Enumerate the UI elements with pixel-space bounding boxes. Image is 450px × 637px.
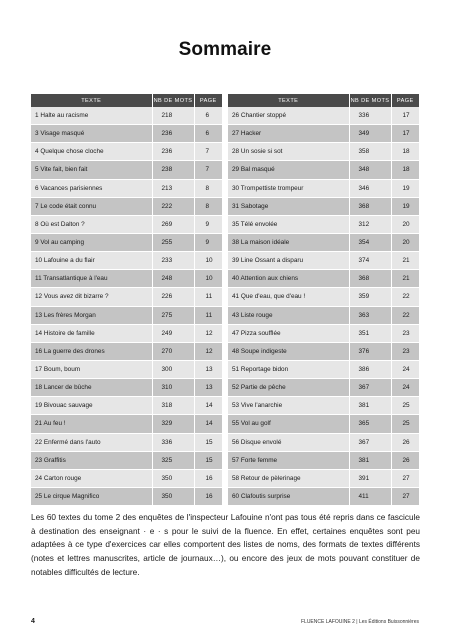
row-title: 12 Vous avez dit bizarre ? xyxy=(31,288,152,306)
row-title: 27 Hacker xyxy=(228,125,349,143)
table-row xyxy=(228,451,419,469)
row-title: 17 Boum, boum xyxy=(31,360,152,378)
row-title: 19 Bivouac sauvage xyxy=(31,397,152,415)
header-words: NB DE MOTS xyxy=(152,94,194,107)
row-title: 52 Partie de pêche xyxy=(228,379,349,397)
row-word-count: 255 xyxy=(152,233,194,251)
row-title: 10 Lafouine a du flair xyxy=(31,252,152,270)
row-page: 26 xyxy=(391,433,419,451)
table-row xyxy=(31,342,222,360)
table-row xyxy=(228,397,419,415)
intro-paragraph: Les 60 textes du tome 2 des enquêtes de l'inspecteur Lafouine n'ont pas tous été repris dans ce fascicule à destination des enseignant · e · s pour le suivi de la fluence. En effet, certaines enquêtes sont peu adaptées à ce type d'exercices car elles comportent des listes de noms, des formats de textes différents (notes et lettres manuscrites, article de journaux…), ou encore des jeux de mots pouvant constituer de notables difficultés de lecture. xyxy=(31,513,420,577)
row-word-count: 365 xyxy=(349,415,391,433)
row-title: 43 Liste rouge xyxy=(228,306,349,324)
table-row xyxy=(31,469,222,487)
row-word-count: 374 xyxy=(349,252,391,270)
row-page: 22 xyxy=(391,288,419,306)
table-row xyxy=(228,306,419,324)
row-title: 56 Disque envolé xyxy=(228,433,349,451)
table-row xyxy=(31,215,222,233)
row-title: 35 Télé envolée xyxy=(228,215,349,233)
row-word-count: 350 xyxy=(152,469,194,487)
row-title: 16 La guerre des drones xyxy=(31,342,152,360)
row-word-count: 329 xyxy=(152,415,194,433)
left-table-body xyxy=(31,107,222,506)
row-page: 25 xyxy=(391,397,419,415)
row-page: 16 xyxy=(194,487,222,505)
table-row xyxy=(228,215,419,233)
table-row xyxy=(228,324,419,342)
table-row xyxy=(228,288,419,306)
table-row xyxy=(31,270,222,288)
row-word-count: 381 xyxy=(349,397,391,415)
table-row xyxy=(31,288,222,306)
row-title: 7 Le code était connu xyxy=(31,197,152,215)
row-title: 51 Reportage bidon xyxy=(228,360,349,378)
row-page: 13 xyxy=(194,379,222,397)
table-row xyxy=(228,342,419,360)
row-word-count: 226 xyxy=(152,288,194,306)
row-page: 11 xyxy=(194,306,222,324)
table-header-row xyxy=(228,94,419,107)
row-title: 60 Clafoutis surprise xyxy=(228,487,349,505)
row-word-count: 300 xyxy=(152,360,194,378)
header-title: TEXTE xyxy=(31,94,152,107)
right-table-body xyxy=(228,107,419,506)
row-title: 55 Vol au golf xyxy=(228,415,349,433)
row-title: 9 Vol au camping xyxy=(31,233,152,251)
row-title: 31 Sabotage xyxy=(228,197,349,215)
row-title: 30 Trompettiste trompeur xyxy=(228,179,349,197)
footer-credit: FLUENCE LAFOUINE 2 | Les Éditions Buissonnières xyxy=(300,619,419,625)
table-row xyxy=(228,197,419,215)
row-word-count: 222 xyxy=(152,197,194,215)
row-page: 24 xyxy=(391,379,419,397)
table-row xyxy=(228,161,419,179)
row-page: 23 xyxy=(391,342,419,360)
row-word-count: 310 xyxy=(152,379,194,397)
table-row xyxy=(31,233,222,251)
row-word-count: 386 xyxy=(349,360,391,378)
table-row xyxy=(31,161,222,179)
row-title: 4 Quelque chose cloche xyxy=(31,143,152,161)
table-row xyxy=(228,415,419,433)
row-page: 9 xyxy=(194,233,222,251)
row-page: 24 xyxy=(391,360,419,378)
row-page: 27 xyxy=(391,469,419,487)
row-word-count: 367 xyxy=(349,433,391,451)
row-page: 27 xyxy=(391,487,419,505)
row-page: 15 xyxy=(194,451,222,469)
row-title: 21 Au feu ! xyxy=(31,415,152,433)
row-title: 48 Soupe indigeste xyxy=(228,342,349,360)
row-word-count: 270 xyxy=(152,342,194,360)
table-row xyxy=(31,125,222,143)
row-page: 15 xyxy=(194,433,222,451)
row-title: 53 Vive l'anarchie xyxy=(228,397,349,415)
header-page: PAGE xyxy=(391,94,419,107)
row-page: 12 xyxy=(194,342,222,360)
row-word-count: 236 xyxy=(152,143,194,161)
row-page: 19 xyxy=(391,197,419,215)
row-word-count: 238 xyxy=(152,161,194,179)
table-row xyxy=(31,107,222,125)
row-title: 38 La maison idéale xyxy=(228,233,349,251)
row-page: 7 xyxy=(194,161,222,179)
row-title: 47 Pizza soufflée xyxy=(228,324,349,342)
table-row xyxy=(31,179,222,197)
row-word-count: 381 xyxy=(349,451,391,469)
header-words: NB DE MOTS xyxy=(349,94,391,107)
table-row xyxy=(228,233,419,251)
row-word-count: 368 xyxy=(349,270,391,288)
row-title: 1 Halte au racisme xyxy=(31,107,152,125)
row-page: 21 xyxy=(391,252,419,270)
row-word-count: 354 xyxy=(349,233,391,251)
header-title: TEXTE xyxy=(228,94,349,107)
table-row xyxy=(228,469,419,487)
table-row xyxy=(31,306,222,324)
row-word-count: 363 xyxy=(349,306,391,324)
row-word-count: 346 xyxy=(349,179,391,197)
row-word-count: 351 xyxy=(349,324,391,342)
table-row xyxy=(228,487,419,505)
row-word-count: 213 xyxy=(152,179,194,197)
row-title: 25 Le cirque Magnifico xyxy=(31,487,152,505)
table-row xyxy=(31,433,222,451)
header-page: PAGE xyxy=(194,94,222,107)
row-title: 8 Où est Dalton ? xyxy=(31,215,152,233)
row-page: 18 xyxy=(391,143,419,161)
row-page: 8 xyxy=(194,197,222,215)
row-word-count: 391 xyxy=(349,469,391,487)
row-title: 6 Vacances parisiennes xyxy=(31,179,152,197)
row-title: 11 Transatlantique à l'eau xyxy=(31,270,152,288)
row-page: 25 xyxy=(391,415,419,433)
row-page: 20 xyxy=(391,233,419,251)
row-word-count: 318 xyxy=(152,397,194,415)
row-page: 10 xyxy=(194,270,222,288)
table-row xyxy=(228,179,419,197)
row-page: 10 xyxy=(194,252,222,270)
table-row xyxy=(228,107,419,125)
row-word-count: 269 xyxy=(152,215,194,233)
table-row xyxy=(31,415,222,433)
row-page: 14 xyxy=(194,415,222,433)
row-title: 22 Enfermé dans l'auto xyxy=(31,433,152,451)
table-row xyxy=(31,379,222,397)
row-word-count: 359 xyxy=(349,288,391,306)
table-row xyxy=(228,433,419,451)
row-title: 29 Bal masqué xyxy=(228,161,349,179)
table-row xyxy=(31,360,222,378)
table-row xyxy=(31,324,222,342)
summary-table-left xyxy=(31,94,222,506)
row-title: 57 Forte femme xyxy=(228,451,349,469)
row-page: 20 xyxy=(391,215,419,233)
row-word-count: 350 xyxy=(152,487,194,505)
row-title: 3 Visage masqué xyxy=(31,125,152,143)
row-word-count: 349 xyxy=(349,125,391,143)
row-page: 12 xyxy=(194,324,222,342)
row-page: 17 xyxy=(391,107,419,125)
row-page: 26 xyxy=(391,451,419,469)
row-word-count: 249 xyxy=(152,324,194,342)
table-row xyxy=(31,143,222,161)
row-title: 41 Que d'eau, que d'eau ! xyxy=(228,288,349,306)
row-word-count: 358 xyxy=(349,143,391,161)
row-page: 6 xyxy=(194,125,222,143)
table-header-row xyxy=(31,94,222,107)
row-page: 19 xyxy=(391,179,419,197)
row-word-count: 218 xyxy=(152,107,194,125)
row-page: 8 xyxy=(194,179,222,197)
row-word-count: 325 xyxy=(152,451,194,469)
row-word-count: 376 xyxy=(349,342,391,360)
row-word-count: 336 xyxy=(349,107,391,125)
row-page: 17 xyxy=(391,125,419,143)
row-title: 39 Line Ossant a disparu xyxy=(228,252,349,270)
row-title: 40 Attention aux chiens xyxy=(228,270,349,288)
row-page: 21 xyxy=(391,270,419,288)
table-row xyxy=(31,487,222,505)
table-row xyxy=(228,379,419,397)
row-word-count: 367 xyxy=(349,379,391,397)
table-row xyxy=(31,252,222,270)
row-title: 14 Histoire de famille xyxy=(31,324,152,342)
row-word-count: 368 xyxy=(349,197,391,215)
row-word-count: 275 xyxy=(152,306,194,324)
row-page: 7 xyxy=(194,143,222,161)
row-word-count: 411 xyxy=(349,487,391,505)
row-page: 23 xyxy=(391,324,419,342)
table-row xyxy=(228,360,419,378)
row-title: 23 Graffitis xyxy=(31,451,152,469)
row-word-count: 312 xyxy=(349,215,391,233)
table-row xyxy=(228,125,419,143)
row-word-count: 336 xyxy=(152,433,194,451)
row-page: 22 xyxy=(391,306,419,324)
row-page: 6 xyxy=(194,107,222,125)
page-title: Sommaire xyxy=(178,39,272,60)
row-word-count: 236 xyxy=(152,125,194,143)
row-page: 14 xyxy=(194,397,222,415)
row-page: 9 xyxy=(194,215,222,233)
row-title: 58 Retour de pèlerinage xyxy=(228,469,349,487)
row-page: 13 xyxy=(194,360,222,378)
row-word-count: 233 xyxy=(152,252,194,270)
row-word-count: 248 xyxy=(152,270,194,288)
table-row xyxy=(31,451,222,469)
row-title: 5 Vite fait, bien fait xyxy=(31,161,152,179)
row-page: 16 xyxy=(194,469,222,487)
row-page: 11 xyxy=(194,288,222,306)
row-title: 24 Carton rouge xyxy=(31,469,152,487)
row-page: 18 xyxy=(391,161,419,179)
row-title: 26 Chantier stoppé xyxy=(228,107,349,125)
page-number: 4 xyxy=(31,618,35,625)
row-title: 28 Un sosie si sot xyxy=(228,143,349,161)
row-title: 18 Lancer de bûche xyxy=(31,379,152,397)
row-word-count: 348 xyxy=(349,161,391,179)
table-row xyxy=(228,252,419,270)
table-row xyxy=(228,143,419,161)
table-row xyxy=(31,397,222,415)
row-title: 13 Les frères Morgan xyxy=(31,306,152,324)
table-row xyxy=(228,270,419,288)
table-row xyxy=(31,197,222,215)
summary-table-right xyxy=(228,94,419,506)
